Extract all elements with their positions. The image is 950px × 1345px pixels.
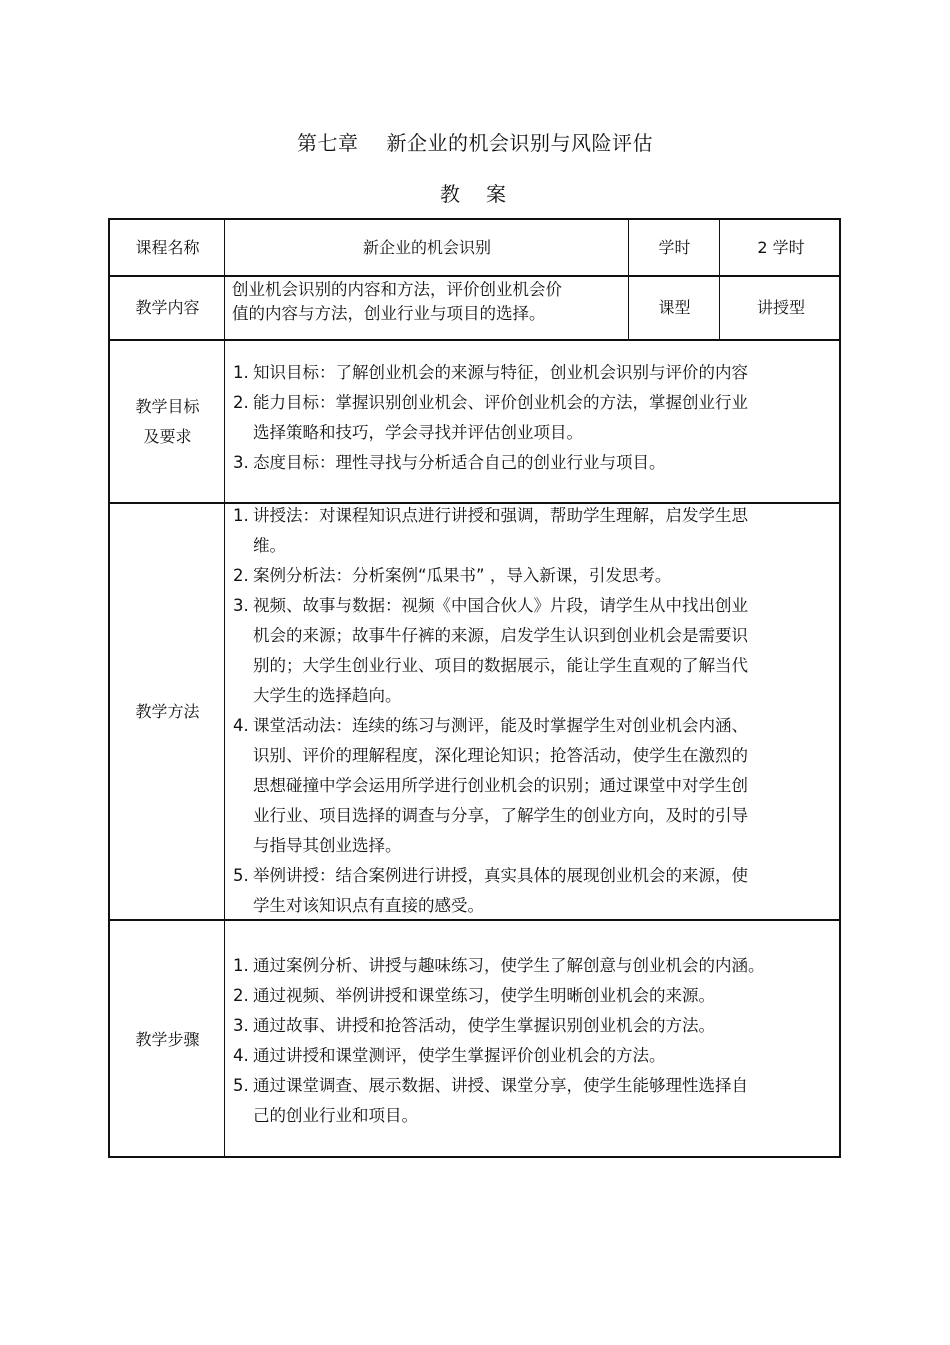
- course-name-value: 新企业的机会识别: [362, 237, 491, 257]
- list-item-line: 通过视频、举例讲授和课堂练习，使学生明晰创业机会的来源。: [253, 986, 715, 1005]
- list-item: [233, 591, 803, 711]
- list-item-number: 5.: [233, 1076, 249, 1095]
- list-item-line: 与指导其创业选择。: [253, 836, 402, 855]
- list-item-line: 业行业、项目选择的调查与分享，了解学生的创业方向，及时的引导: [253, 806, 748, 825]
- list-item-line: 学生对该知识点有直接的感受。: [253, 896, 484, 915]
- list-item-line: 视频、故事与数据：视频《中国合伙人》片段，请学生从中找出创业: [253, 596, 748, 615]
- list-item: [233, 1071, 833, 1131]
- column-divider: [719, 220, 720, 339]
- course-name-label: 课程名称: [135, 237, 200, 257]
- list-item-number: 2.: [233, 566, 249, 585]
- content-value: [232, 278, 626, 326]
- steps-list: [233, 951, 833, 1131]
- list-item-number: 5.: [233, 866, 249, 885]
- hours-value: 2 学时: [757, 237, 805, 257]
- list-item-number: 3.: [233, 453, 249, 472]
- list-item-line: 识别、评价的理解程度，深化理论知识；抢答活动，使学生在激烈的: [253, 746, 748, 765]
- list-item-line: 讲授法：对课程知识点进行讲授和强调，帮助学生理解，启发学生思: [253, 506, 748, 525]
- list-item-number: 2.: [233, 393, 249, 412]
- list-item-line: 知识目标：了解创业机会的来源与特征，创业机会识别与评价的内容: [253, 363, 748, 382]
- list-item-number: 4.: [233, 1046, 249, 1065]
- list-item: [233, 861, 803, 921]
- list-item-line: 别的；大学生创业行业、项目的数据展示，能让学生直观的了解当代: [253, 656, 748, 675]
- chapter-number: 第七章: [297, 131, 359, 155]
- list-item-number: 3.: [233, 596, 249, 615]
- goals-label: [110, 341, 225, 502]
- list-item-line: 通过案例分析、讲授与趣味练习，使学生了解创意与创业机会的内涵。: [253, 956, 765, 975]
- list-item-line: 维。: [253, 536, 286, 555]
- list-item-line: 选择策略和技巧，学会寻找并评估创业项目。: [253, 423, 583, 442]
- list-item-line: 案例分析法：分析案例“瓜果书” ，导入新课，引发思考。: [253, 566, 672, 585]
- list-item-line: 课堂活动法：连续的练习与测评，能及时掌握学生对创业机会内涵、: [253, 716, 748, 735]
- methods-list: [233, 501, 803, 921]
- lesson-plan-table: [108, 218, 841, 1158]
- document-subtitle: 教案: [440, 182, 532, 206]
- list-item-line: 态度目标：理性寻找与分析适合自己的创业行业与项目。: [253, 453, 666, 472]
- page-title: [0, 127, 950, 156]
- goals-label-line: 教学目标: [135, 396, 200, 416]
- list-item: [233, 501, 803, 561]
- goals-list: [233, 358, 803, 478]
- list-item: [233, 711, 803, 861]
- list-item-line: 大学生的选择趋向。: [253, 686, 402, 705]
- content-label: 教学内容: [135, 298, 200, 317]
- hours-label: 学时: [658, 237, 691, 257]
- list-item-line: 通过讲授和课堂测评，使学生掌握评价创业机会的方法。: [253, 1046, 666, 1065]
- list-item-line: 通过故事、讲授和抢答活动，使学生掌握识别创业机会的方法。: [253, 1016, 715, 1035]
- methods-label: 教学方法: [135, 701, 200, 721]
- list-item-line: 己的创业行业和项目。: [253, 1106, 418, 1125]
- list-item: [233, 981, 833, 1011]
- type-value: 讲授型: [756, 298, 805, 317]
- chapter-title: 新企业的机会识别与风险评估: [386, 131, 653, 155]
- list-item-number: 1.: [233, 363, 249, 382]
- list-item: [233, 1041, 833, 1071]
- steps-label: 教学步骤: [135, 1029, 200, 1049]
- list-item: [233, 388, 803, 448]
- list-item: [233, 358, 803, 388]
- list-item: [233, 561, 803, 591]
- list-item-line: 思想碰撞中学会运用所学进行创业机会的识别；通过课堂中对学生创: [253, 776, 748, 795]
- list-item: [233, 1011, 833, 1041]
- goals-label-line: 及要求: [143, 426, 192, 446]
- content-value-line: 值的内容与方法，创业行业与项目的选择。: [232, 304, 546, 323]
- column-divider: [628, 220, 629, 339]
- list-item: [233, 951, 833, 981]
- list-item-number: 2.: [233, 986, 249, 1005]
- list-item-line: 通过课堂调查、展示数据、讲授、课堂分享，使学生能够理性选择自: [253, 1076, 748, 1095]
- list-item-number: 1.: [233, 506, 249, 525]
- list-item-line: 举例讲授：结合案例进行讲授，真实具体的展现创业机会的来源，使: [253, 866, 748, 885]
- type-label: 课型: [658, 298, 691, 317]
- content-value-line: 创业机会识别的内容和方法，评价创业机会价: [232, 280, 562, 299]
- list-item-line: 能力目标：掌握识别创业机会、评价创业机会的方法，掌握创业行业: [253, 393, 748, 412]
- list-item-line: 机会的来源；故事牛仔裤的来源，启发学生认识到创业机会是需要识: [253, 626, 748, 645]
- list-item-number: 1.: [233, 956, 249, 975]
- list-item-number: 4.: [233, 716, 249, 735]
- list-item: [233, 448, 803, 478]
- list-item-number: 3.: [233, 1016, 249, 1035]
